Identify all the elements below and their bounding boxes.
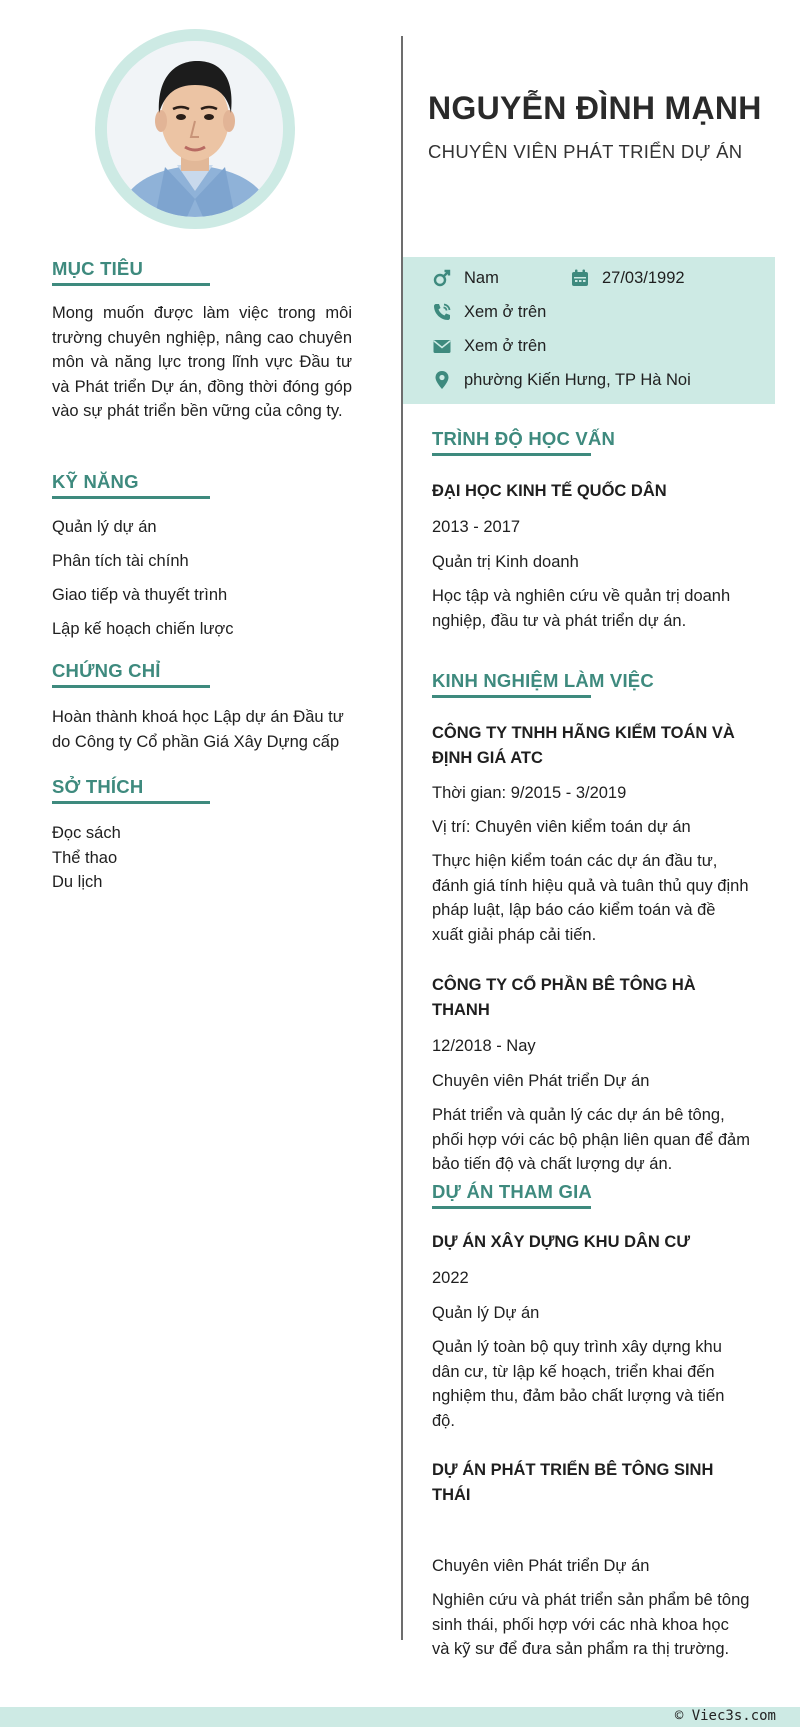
experience-company: CÔNG TY TNHH HÃNG KIỂM TOÁN VÀ ĐỊNH GIÁ ATC [432, 724, 735, 767]
experience-period: Thời gian: 9/2015 - 3/2019 [432, 784, 627, 802]
objective-section [52, 258, 352, 424]
avatar [107, 41, 283, 217]
experience-section [432, 670, 750, 1177]
certificate-line: Hoàn thành khoá học Lập dự án Đầu tư [52, 708, 344, 726]
footer-bar [0, 1707, 800, 1727]
address-value: phường Kiến Hưng, TP Hà Noi [464, 370, 691, 389]
experience-position: Chuyên viên Phát triển Dự án [432, 1072, 650, 1090]
skill-item: Phân tích tài chính [52, 552, 189, 570]
skill-item: Lập kế hoạch chiến lược [52, 620, 234, 638]
contact-box [403, 257, 775, 404]
phone-icon [432, 302, 452, 322]
dob-value: 27/03/1992 [602, 268, 685, 287]
skills-title: KỸ NĂNG [52, 471, 352, 504]
experience-period: 12/2018 - Nay [432, 1037, 536, 1055]
envelope-icon [432, 336, 452, 356]
project-description: Quản lý toàn bộ quy trình xây dựng khu dân cư, từ lập kế hoạch, triển khai đến nghiệm thu, đảm bảo chất lượng và tiến độ. [432, 1338, 725, 1430]
experience-item [432, 973, 750, 1177]
hobbies-title: SỞ THÍCH [52, 776, 352, 809]
project-year [432, 1519, 750, 1543]
project-name: DỰ ÁN PHÁT TRIỂN BÊ TÔNG SINH THÁI [432, 1461, 714, 1504]
project-description: Nghiên cứu và phát triển sản phẩm bê tông sinh thái, phối hợp với các nhà khoa học và kỹ sư để đưa sản phẩm ra thị trường. [432, 1591, 750, 1658]
contact-gender [432, 265, 499, 291]
project-name: DỰ ÁN XÂY DỰNG KHU DÂN CƯ [432, 1233, 691, 1251]
hobby-item: Thể thao [52, 848, 118, 867]
footer-credit: © Viec3s.com [674, 1708, 776, 1724]
project-role: Quản lý Dự án [432, 1304, 540, 1322]
gender-value: Nam [464, 268, 499, 287]
skill-item: Giao tiếp và thuyết trình [52, 586, 228, 604]
project-item [432, 1458, 750, 1662]
hobby-item: Đọc sách [52, 824, 121, 842]
experience-item [432, 721, 750, 947]
skill-item: Quản lý dự án [52, 518, 157, 536]
contact-address [432, 367, 691, 393]
project-role: Chuyên viên Phát triển Dự án [432, 1557, 650, 1575]
calendar-icon [570, 268, 590, 288]
certificate-line: do Công ty Cổ phần Giá Xây Dựng cấp [52, 732, 340, 751]
education-title: TRÌNH ĐỘ HỌC VẤN [432, 428, 750, 461]
hobbies-section [52, 776, 352, 895]
experience-title: KINH NGHIỆM LÀM VIỆC [432, 670, 750, 703]
experience-position: Vị trí: Chuyên viên kiểm toán dự án [432, 818, 691, 836]
education-period: 2013 - 2017 [432, 518, 521, 536]
objective-title: MỤC TIÊU [52, 258, 352, 291]
hobby-item: Du lịch [52, 873, 103, 891]
location-pin-icon [432, 370, 452, 390]
project-year: 2022 [432, 1269, 469, 1287]
contact-dob [570, 265, 685, 291]
phone-value: Xem ở trên [464, 302, 547, 321]
projects-section [432, 1181, 750, 1662]
candidate-name: NGUYỄN ĐÌNH MẠNH [428, 90, 762, 126]
contact-phone [432, 299, 546, 325]
projects-title: DỰ ÁN THAM GIA [432, 1181, 750, 1214]
experience-company: CÔNG TY CỔ PHẦN BÊ TÔNG HÀ THANH [432, 976, 696, 1019]
education-major: Quản trị Kinh doanh [432, 553, 579, 571]
certificates-title: CHỨNG CHỈ [52, 660, 352, 693]
skills-section [52, 471, 352, 651]
certificates-section [52, 660, 352, 754]
candidate-role: CHUYÊN VIÊN PHÁT TRIỂN DỰ ÁN [428, 141, 743, 162]
portrait-photo-icon [107, 41, 283, 217]
experience-description: Phát triển và quản lý các dự án bê tông, phối hợp với các bộ phận liên quan để đảm bảo tiến độ và chất lượng dự án. [432, 1106, 750, 1173]
experience-description: Thực hiện kiểm toán các dự án đầu tư, đánh giá tính hiệu quả và tuân thủ quy định pháp luật, lập báo cáo kiểm toán và đề xuất giải pháp cải tiến. [432, 852, 749, 944]
objective-text: Mong muốn được làm việc trong môi trường chuyên nghiệp, nâng cao chuyên môn và năng lực trong lĩnh vực Đầu tư và Phát triển Dự án, đồng thời đóng góp vào sự phát triển bền vững của công ty. [52, 304, 352, 420]
project-item [432, 1230, 750, 1433]
education-section [432, 428, 750, 633]
education-school: ĐẠI HỌC KINH TẾ QUỐC DÂN [432, 482, 667, 500]
education-description: Học tập và nghiên cứu về quản trị doanh nghiệp, đầu tư và phát triển dự án. [432, 587, 731, 630]
email-value: Xem ở trên [464, 336, 547, 355]
gender-icon [432, 268, 452, 288]
contact-email [432, 333, 546, 359]
